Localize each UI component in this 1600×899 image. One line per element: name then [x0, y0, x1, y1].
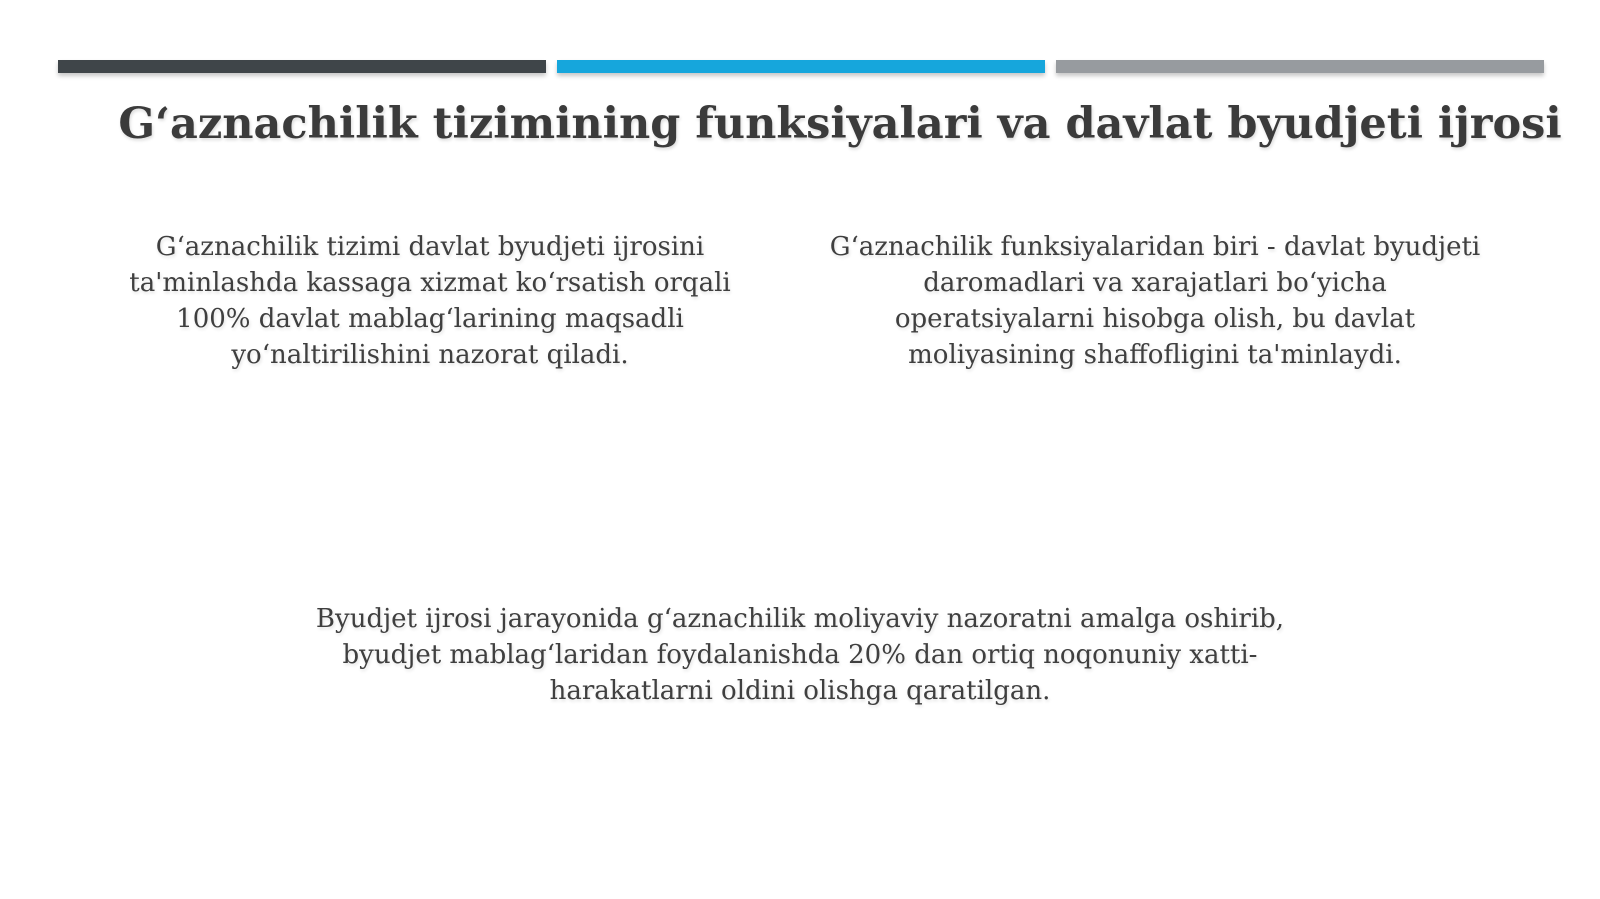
accent-bar-gray	[1056, 60, 1544, 73]
slide-title: G‘aznachilik tizimining funksiyalari va davlat byudjeti ijrosi	[118, 99, 1562, 149]
paragraph-right: G‘aznachilik funksiyalaridan biri - davlat byudjeti daromadlari va xarajatlari bo‘yicha operatsiyalarni hisobga olish, bu davlat moliyasining shaffofligini ta'minlaydi.	[829, 232, 1481, 370]
paragraph-left: G‘aznachilik tizimi davlat byudjeti ijrosini ta'minlashda kassaga xizmat ko‘rsatish orqali 100% davlat mablag‘larining maqsadli yo‘naltirilishini nazorat qiladi.	[129, 232, 731, 370]
accent-bar-blue	[557, 60, 1045, 73]
accent-bar-dark	[58, 60, 546, 73]
paragraph-bottom: Byudjet ijrosi jarayonida g‘aznachilik moliyaviy nazoratni amalga oshirib, byudjet mablag‘laridan foydalanishda 20% dan ortiq noqonuniy xatti-harakatlarni oldini olishga qaratilgan.	[315, 604, 1285, 706]
